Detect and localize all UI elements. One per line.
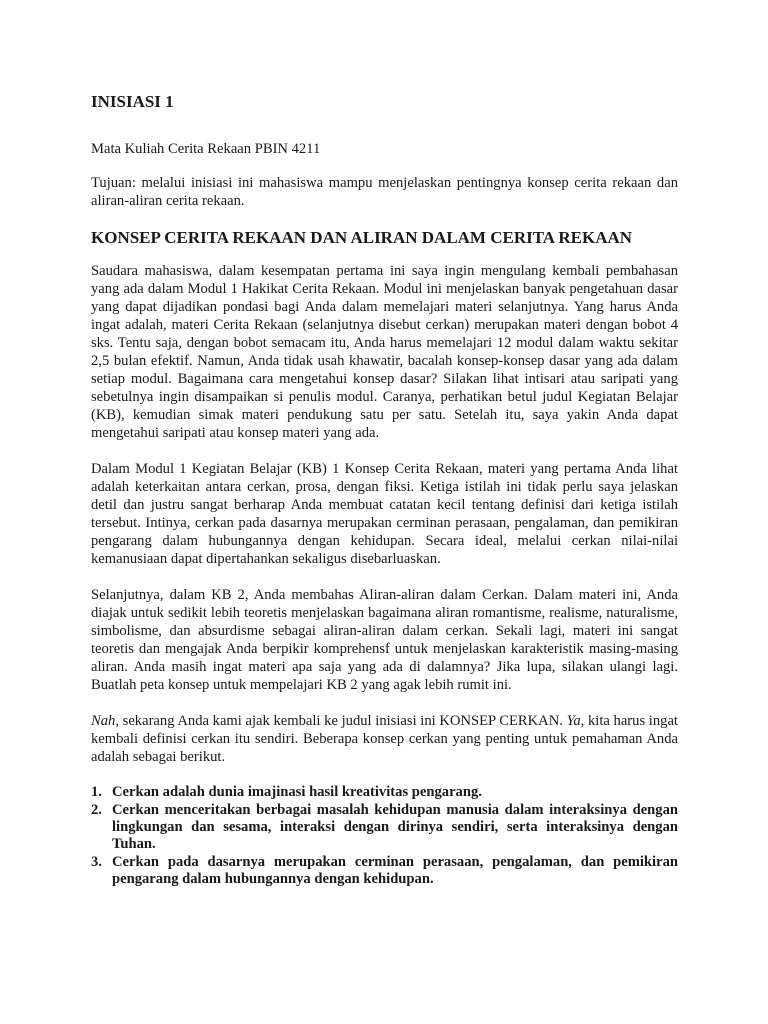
concept-intro-part2: , kita harus ingat kembali definisi cerkan itu sendiri. Beberapa konsep cerkan yang penting untuk pemahaman Anda adalah sebagai berikut. <box>91 713 678 765</box>
italic-nah: Nah <box>91 713 116 729</box>
paragraph-intro: Saudara mahasiswa, dalam kesempatan pertama ini saya ingin mengulang kembali pembahasan yang ada dalam Modul 1 Hakikat Cerita Rekaan. Modul ini menjelaskan banyak pengetahuan dasar yang dapat dijadikan pondasi bagi Anda dalam memelajari materi selanjutnya. Yang harus Anda ingat adalah, materi Cerita Rekaan (selanjutnya disebut cerkan) merupakan materi dengan bobot 4 sks. Tentu saja, dengan bobot semacam itu, Anda harus memelajari 12 modul dalam waktu sekitar 2,5 bulan efektif. Namun, Anda tidak usah khawatir, bacalah konsep-konsep dasar yang ada dalam setiap modul. Bagaimana cara mengetahui konsep dasar? Silakan lihat intisari atau saripati yang sebetulnya ingin disampaikan si penulis modul. Caranya, perhatikan betul judul Kegiatan Belajar (KB), kemudian simak materi pendukung satu per satu. Setelah itu, saya yakin Anda dapat mengetahui saripati atau konsep materi yang ada. <box>91 263 678 441</box>
list-item-text: Cerkan menceritakan berbagai masalah kehidupan manusia dalam interaksinya dengan lingkungan dan sesama, interaksi dengan dirinya sendiri, serta interaksinya dengan Tuhan. <box>112 802 678 852</box>
section-heading: KONSEP CERITA REKAAN DAN ALIRAN DALAM CERITA REKAAN <box>91 228 633 247</box>
course-name: Mata Kuliah Cerita Rekaan PBIN 4211 <box>91 141 321 157</box>
italic-ya: Ya <box>566 713 581 729</box>
list-item-text: Cerkan adalah dunia imajinasi hasil kreativitas pengarang. <box>112 784 482 800</box>
list-number: 2. <box>91 802 102 818</box>
paragraph-kb2: Selanjutnya, dalam KB 2, Anda membahas Aliran-aliran dalam Cerkan. Dalam materi ini, Anda diajak untuk sedikit lebih teoretis menjelaskan bagaimana aliran romantisme, realisme, naturalisme, simbolisme, dan absurdisme sebagai aliran-aliran dalam cerkan. Sekali lagi, materi ini sangat teoretis dan mengajak Anda berpikir komprehensf untuk menjelaskan karakteristik masing-masing aliran. Anda masih ingat materi apa saja yang ada di dalamnya? Jika lupa, silakan ulangi lagi. Buatlah peta konsep untuk mempelajari KB 2 yang agak lebih rumit ini. <box>91 587 678 693</box>
document-title: INISIASI 1 <box>91 92 174 111</box>
concept-list <box>91 784 678 888</box>
purpose-statement: Tujuan: melalui inisiasi ini mahasiswa mampu menjelaskan pentingnya konsep cerita rekaan dan aliran-aliran cerita rekaan. <box>91 175 678 209</box>
paragraph-kb1: Dalam Modul 1 Kegiatan Belajar (KB) 1 Konsep Cerita Rekaan, materi yang pertama Anda lihat adalah keterkaitan antara cerkan, prosa, dengan fiksi. Ketiga istilah ini tidak perlu saya jelaskan detil dan justru sangat berharap Anda membuat catatan kecil tentang definisi dari ketiga istilah tersebut. Intinya, cerkan pada dasarnya merupakan cerminan perasaan, pengalaman, dan pemikiran pengarang dalam hubungannya dengan kehidupan. Secara ideal, melalui cerkan nilai-nilai kemanusiaan dapat dipertahankan sekaligus disebarluaskan. <box>91 461 678 567</box>
paragraph-concept-intro <box>91 712 678 766</box>
list-number: 3. <box>91 854 102 870</box>
list-item <box>91 854 678 888</box>
list-item <box>91 802 678 853</box>
list-number: 1. <box>91 784 102 800</box>
concept-intro-part1: , sekarang Anda kami ajak kembali ke judul inisiasi ini KONSEP CERKAN. <box>115 713 567 729</box>
list-item <box>91 784 678 801</box>
document-page <box>91 92 678 889</box>
list-item-text: Cerkan pada dasarnya merupakan cerminan perasaan, pengalaman, dan pemikiran pengarang dalam hubungannya dengan kehidupan. <box>112 854 678 887</box>
